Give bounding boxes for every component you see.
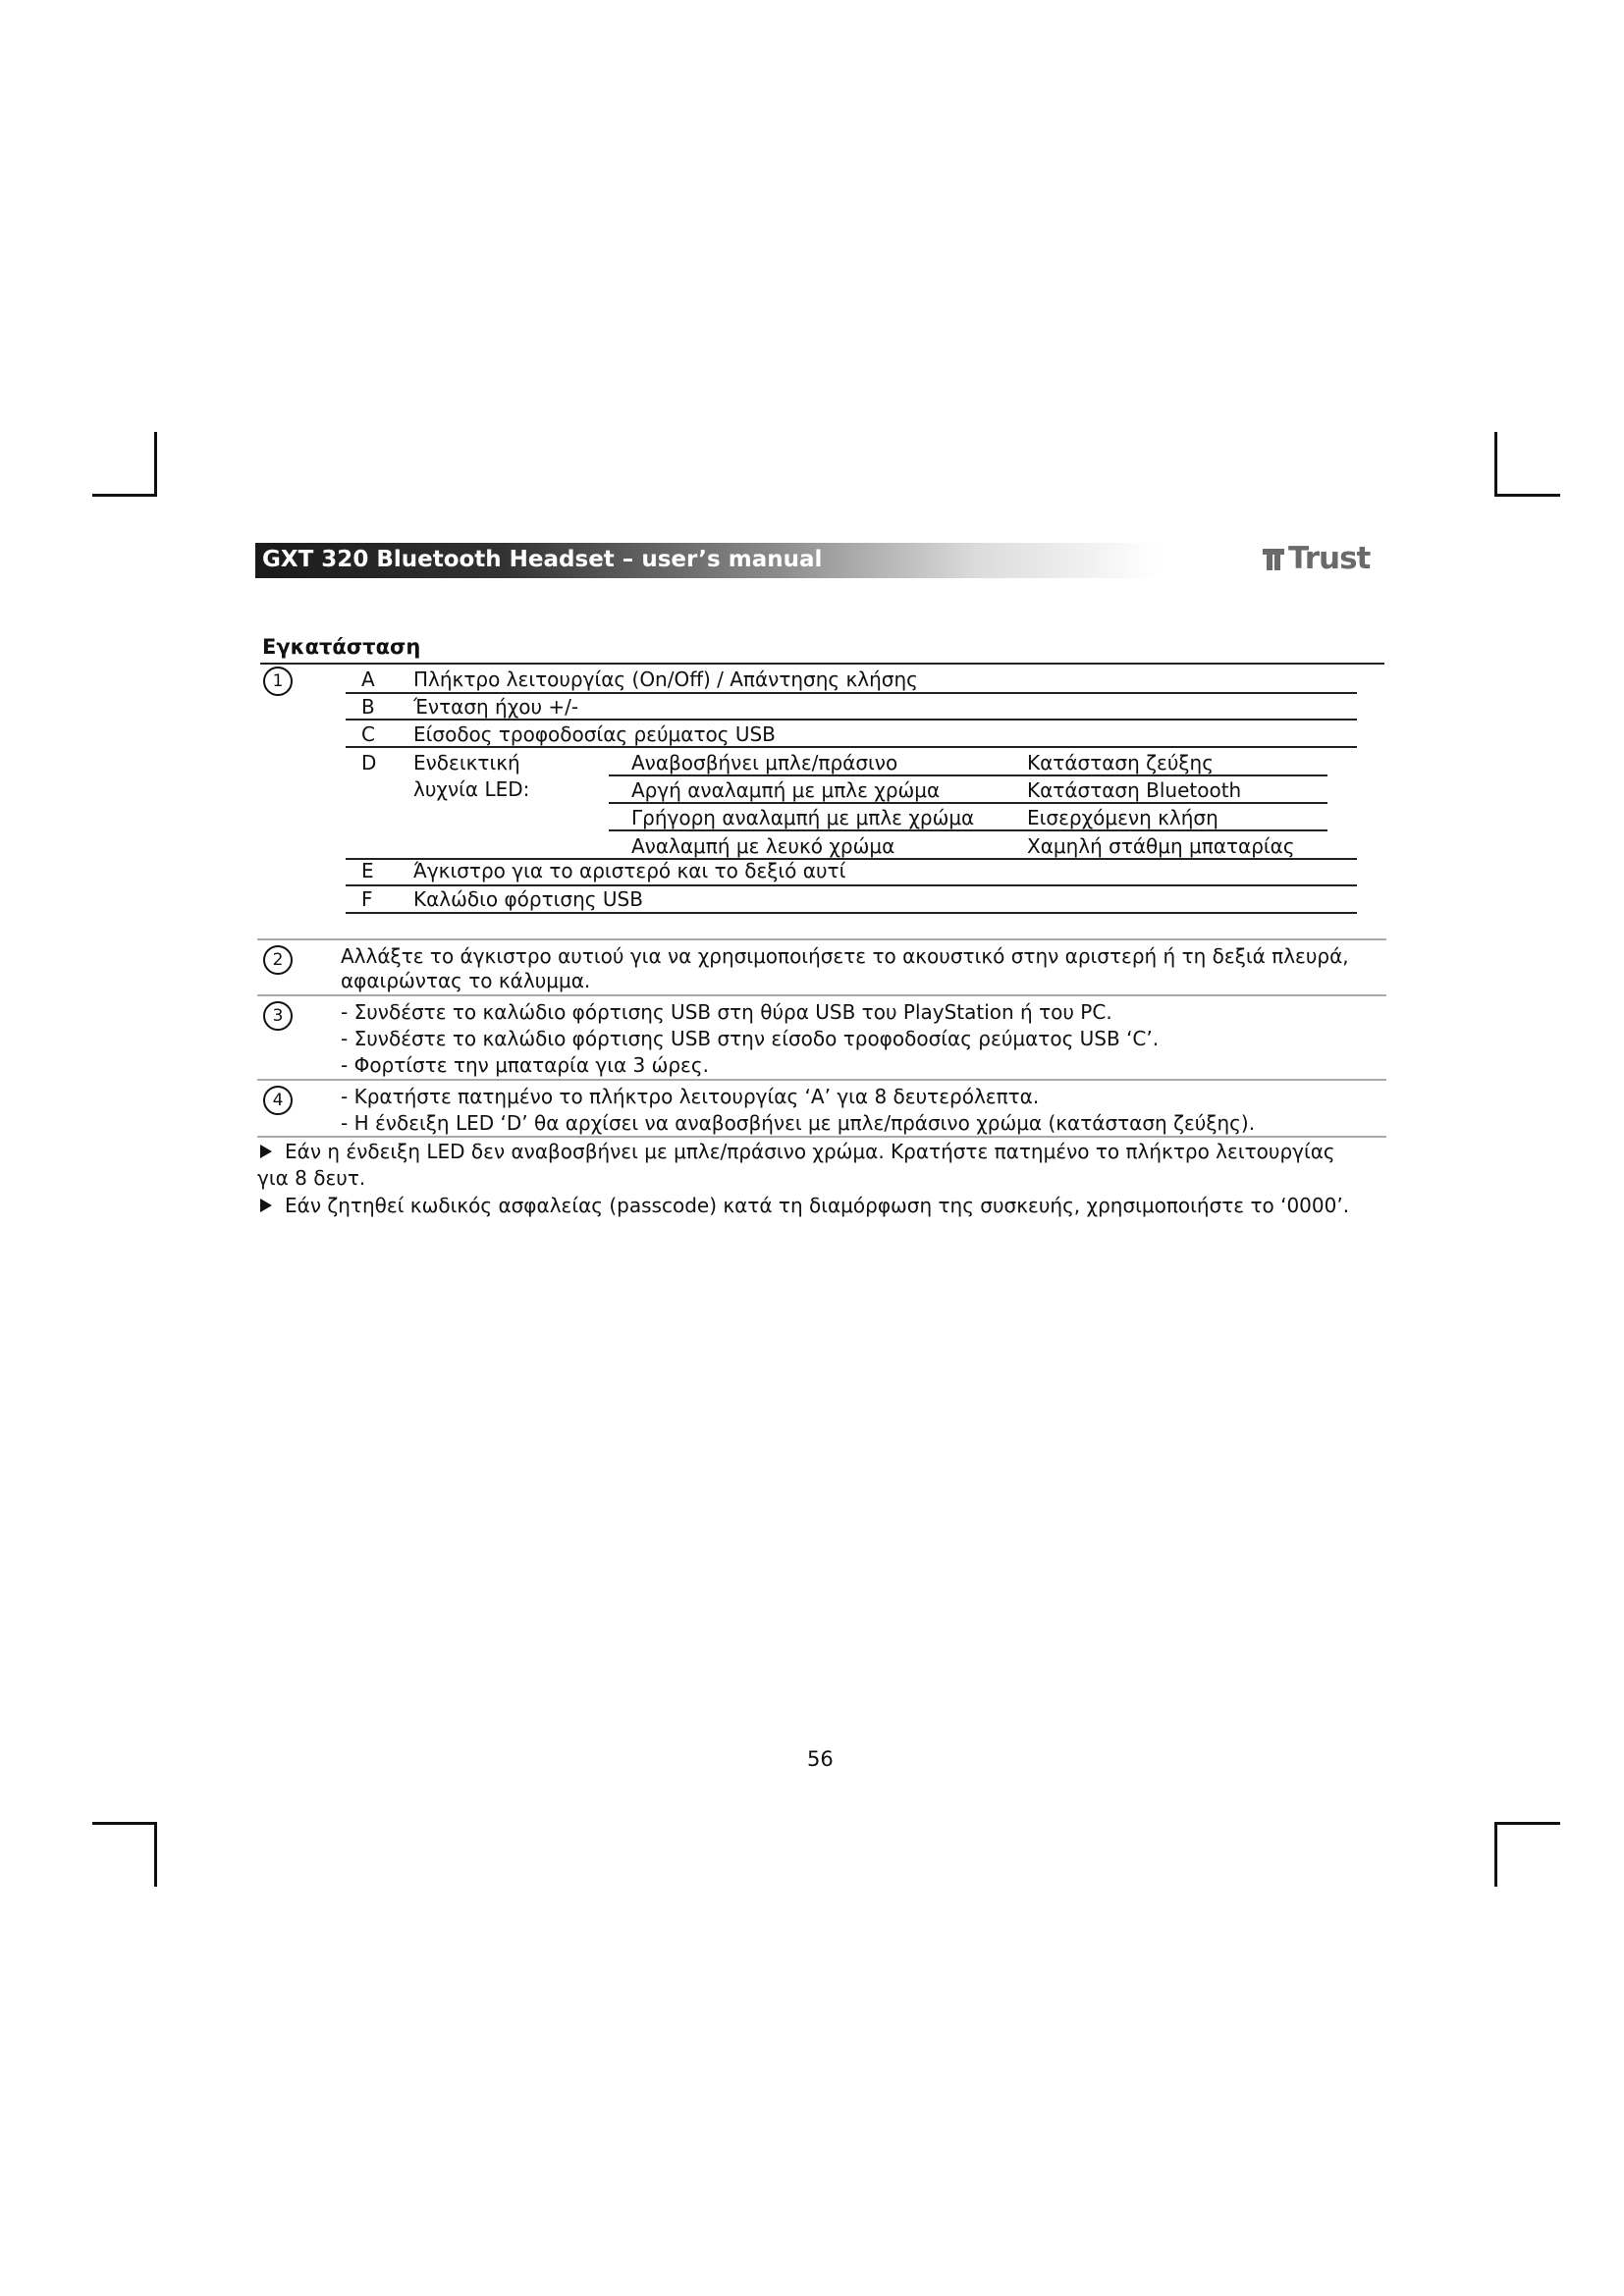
note-arrow-icon (260, 1145, 272, 1158)
note-text: Εάν η ένδειξη LED δεν αναβοσβήνει με μπλε/πράσινο χρώμα. Κρατήστε πατημένο το πλήκτρο λειτουργίας (285, 1140, 1335, 1163)
step3-text: - Συνδέστε το καλώδιο φόρτισης USB στη θύρα USB του PlayStation ή του PC. (341, 1000, 1112, 1024)
component-key: C (361, 722, 375, 746)
led-signal: Αργή αναλαμπή με μπλε χρώμα (631, 778, 941, 802)
led-label-line1: Ενδεικτική (413, 751, 520, 774)
page-number: 56 (807, 1747, 834, 1771)
crop-mark-bottom-right-h (1494, 1822, 1560, 1825)
component-key: E (361, 859, 374, 882)
step-divider (257, 1136, 1386, 1138)
step2-text: αφαιρώντας το κάλυμμα. (341, 969, 591, 992)
step2-text: Αλλάξτε το άγκιστρο αυτιού για να χρησιμοποιήσετε το ακουστικό στην αριστερή ή τη δεξιά πλευρά, (341, 944, 1349, 968)
led-signal: Αναλαμπή με λευκό χρώμα (631, 834, 895, 858)
manual-title: GXT 320 Bluetooth Headset – user’s manual (262, 547, 823, 572)
step-divider (257, 1079, 1386, 1081)
section-title: Εγκατάσταση (262, 635, 421, 659)
note-text: για 8 δευτ. (257, 1166, 366, 1190)
step4-text: - Η ένδειξη LED ‘D’ θα αρχίσει να αναβοσβήνει με μπλε/πράσινο χρώμα (κατάσταση ζεύξης). (341, 1111, 1256, 1135)
component-key: A (361, 667, 375, 691)
led-signal: Γρήγορη αναλαμπή με μπλε χρώμα (631, 806, 975, 829)
led-meaning: Χαμηλή στάθμη μπαταρίας (1027, 834, 1295, 858)
step3-text: - Συνδέστε το καλώδιο φόρτισης USB στην είσοδο τροφοδοσίας ρεύματος USB ‘C’. (341, 1027, 1160, 1050)
step-number-2: 2 (263, 945, 293, 975)
component-rule (346, 746, 1357, 748)
component-key: F (361, 887, 373, 911)
led-meaning: Κατάσταση ζεύξης (1027, 751, 1214, 774)
trust-logo-word: Trust (1288, 541, 1371, 576)
component-label: Ένταση ήχου +/- (413, 695, 579, 719)
step-divider (257, 938, 1386, 940)
led-label-line2: λυχνία LED: (413, 777, 530, 801)
crop-mark-bottom-left-v (154, 1822, 157, 1887)
section-rule (260, 663, 1384, 665)
led-rule (609, 829, 1327, 831)
component-rule (346, 719, 1357, 721)
component-label: Καλώδιο φόρτισης USB (413, 887, 643, 911)
step-number-4: 4 (263, 1086, 293, 1115)
component-label: Είσοδος τροφοδοσίας ρεύματος USB (413, 722, 776, 746)
component-rule (346, 912, 1357, 914)
note-text: Εάν ζητηθεί κωδικός ασφαλείας (passcode) κατά τη διαμόρφωση της συσκευής, χρησιμοποιήστε το ‘0000’. (285, 1194, 1350, 1217)
crop-mark-top-left-h (92, 494, 157, 497)
crop-mark-top-right-h (1494, 494, 1560, 497)
crop-mark-bottom-right-v (1494, 1822, 1497, 1887)
step-number-1: 1 (263, 667, 293, 696)
component-label: Πλήκτρο λειτουργίας (On/Off) / Απάντησης κλήσης (413, 667, 918, 691)
component-key: B (361, 695, 375, 719)
led-meaning: Εισερχόμενη κλήση (1027, 806, 1218, 829)
crop-mark-top-left-v (154, 432, 157, 497)
led-signal: Αναβοσβήνει μπλε/πράσινο (631, 751, 898, 774)
trust-logo (1263, 541, 1370, 576)
step4-text: - Κρατήστε πατημένο το πλήκτρο λειτουργίας ‘A’ για 8 δευτερόλεπτα. (341, 1085, 1040, 1108)
component-label: Άγκιστρο για το αριστερό και το δεξιό αυτί (413, 859, 846, 882)
component-key: D (361, 751, 377, 774)
crop-mark-bottom-left-h (92, 1822, 157, 1825)
led-meaning: Κατάσταση Bluetooth (1027, 778, 1242, 802)
step3-text: - Φορτίστε την μπαταρία για 3 ώρες. (341, 1053, 709, 1077)
led-rule (609, 774, 1327, 776)
step-divider (257, 994, 1386, 996)
led-rule (609, 802, 1327, 804)
step-number-3: 3 (263, 1001, 293, 1031)
crop-mark-top-right-v (1494, 432, 1497, 497)
note-arrow-icon (260, 1199, 272, 1212)
trust-logo-mark-icon (1263, 545, 1286, 572)
